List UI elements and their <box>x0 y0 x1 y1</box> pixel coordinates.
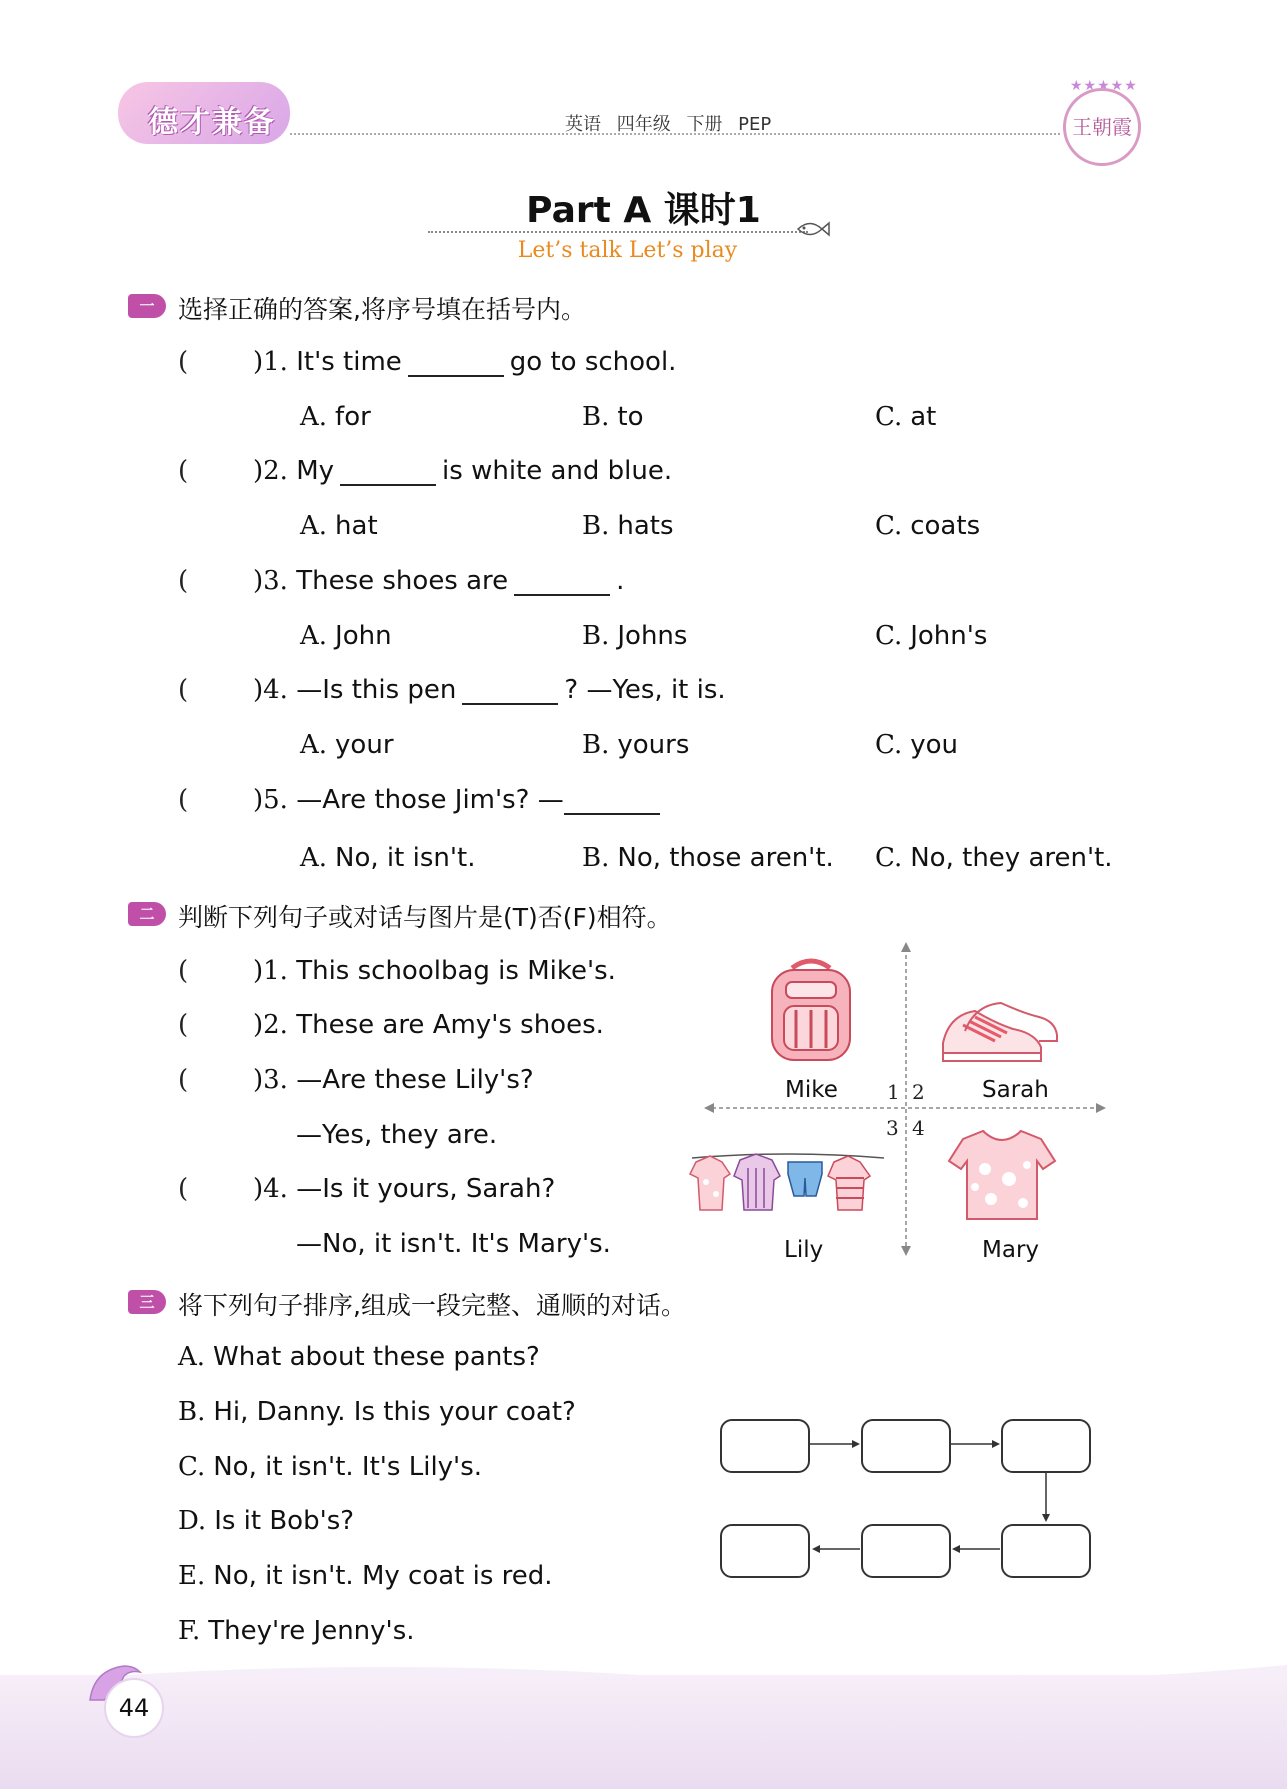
section3-instruction: 将下列句子排序,组成一段完整、通顺的对话。 <box>178 1291 686 1320</box>
answer-paren[interactable]: ( <box>178 1174 189 1204</box>
label-mike: Mike <box>785 1077 838 1103</box>
section3-badge: 三 <box>128 1290 166 1314</box>
page-title: Part A 课时1 <box>526 190 761 231</box>
option-c: C. you <box>875 730 959 760</box>
fill-blank <box>408 349 504 377</box>
answer-paren[interactable]: ( <box>178 956 189 986</box>
question-2: )2. My is white and blue. <box>253 456 673 486</box>
tf-item-4: )4. —Is it yours, Sarah? <box>253 1174 556 1204</box>
sentence-d: D. Is it Bob's? <box>178 1506 355 1536</box>
schoolbag-icon <box>762 958 860 1064</box>
fish-icon <box>796 218 830 240</box>
answer-paren[interactable]: ( <box>178 1065 189 1095</box>
option-a: A. No, it isn't. <box>300 843 476 873</box>
quadrant-number-1: 1 <box>887 1080 900 1104</box>
section2-badge: 二 <box>128 902 166 926</box>
label-sarah: Sarah <box>982 1077 1049 1103</box>
question-3: )3. These shoes are . <box>253 566 625 596</box>
answer-paren[interactable]: ( <box>178 347 189 377</box>
section1-badge: 一 <box>128 294 166 318</box>
sentence-c: C. No, it isn't. It's Lily's. <box>178 1452 483 1482</box>
fill-blank <box>514 568 610 596</box>
stars-icon: ★★★★★ <box>1070 78 1138 94</box>
question-1: )1. It's time go to school. <box>253 347 677 377</box>
tf-item-3-reply: —Yes, they are. <box>296 1120 498 1150</box>
tf-item-4-reply: —No, it isn't. It's Mary's. <box>296 1229 611 1259</box>
brand-logo-text: 德才兼备 <box>148 105 276 140</box>
fill-blank <box>564 787 660 815</box>
sentence-f: F. They're Jenny's. <box>178 1616 415 1646</box>
fill-blank <box>462 677 558 705</box>
section1-instruction: 选择正确的答案,将序号填在括号内。 <box>178 295 586 324</box>
tf-item-1: )1. This schoolbag is Mike's. <box>253 956 616 986</box>
question-5: )5. —Are those Jim's? — <box>253 785 666 815</box>
option-b: B. hats <box>582 511 674 541</box>
option-b: B. No, those aren't. <box>582 843 834 873</box>
question-4: )4. —Is this pen ? —Yes, it is. <box>253 675 726 705</box>
seal-text: 王朝霞 <box>1072 115 1132 139</box>
option-c: C. coats <box>875 511 981 541</box>
option-b: B. to <box>582 402 644 432</box>
clothesline-icon <box>688 1148 888 1216</box>
sneakers-icon <box>935 995 1060 1070</box>
tf-item-3: )3. —Are these Lily's? <box>253 1065 534 1095</box>
title-underline <box>428 231 808 233</box>
label-lily: Lily <box>784 1237 824 1263</box>
arrow-connectors <box>700 1400 1100 1600</box>
dress-icon <box>945 1125 1060 1225</box>
fill-blank <box>340 458 436 486</box>
option-a: A. your <box>300 730 394 760</box>
header-subject-line: 英语 四年级 下册 PEP <box>565 114 772 135</box>
option-c: C. No, they aren't. <box>875 843 1113 873</box>
bottom-band <box>0 1675 1287 1789</box>
page-number: 44 <box>104 1678 164 1738</box>
option-c: C. John's <box>875 621 988 651</box>
answer-paren[interactable]: ( <box>178 456 189 486</box>
quadrant-number-4: 4 <box>912 1116 925 1140</box>
answer-paren[interactable]: ( <box>178 785 189 815</box>
label-mary: Mary <box>982 1237 1040 1263</box>
option-b: B. Johns <box>582 621 688 651</box>
answer-paren[interactable]: ( <box>178 1010 189 1040</box>
option-c: C. at <box>875 402 937 432</box>
option-a: A. John <box>300 621 392 651</box>
answer-paren[interactable]: ( <box>178 566 189 596</box>
sentence-a: A. What about these pants? <box>178 1342 540 1372</box>
tf-item-2: )2. These are Amy's shoes. <box>253 1010 604 1040</box>
sentence-b: B. Hi, Danny. Is this your coat? <box>178 1397 576 1427</box>
option-a: A. hat <box>300 511 378 541</box>
quadrant-number-3: 3 <box>886 1116 899 1140</box>
sentence-e: E. No, it isn't. My coat is red. <box>178 1561 553 1591</box>
seal-stamp <box>1063 88 1141 166</box>
quadrant-number-2: 2 <box>912 1080 925 1104</box>
option-b: B. yours <box>582 730 690 760</box>
section2-instruction: 判断下列句子或对话与图片是(T)否(F)相符。 <box>178 903 672 932</box>
option-a: A. for <box>300 402 371 432</box>
answer-paren[interactable]: ( <box>178 675 189 705</box>
page-subtitle: Let’s talk Let’s play <box>517 238 738 263</box>
